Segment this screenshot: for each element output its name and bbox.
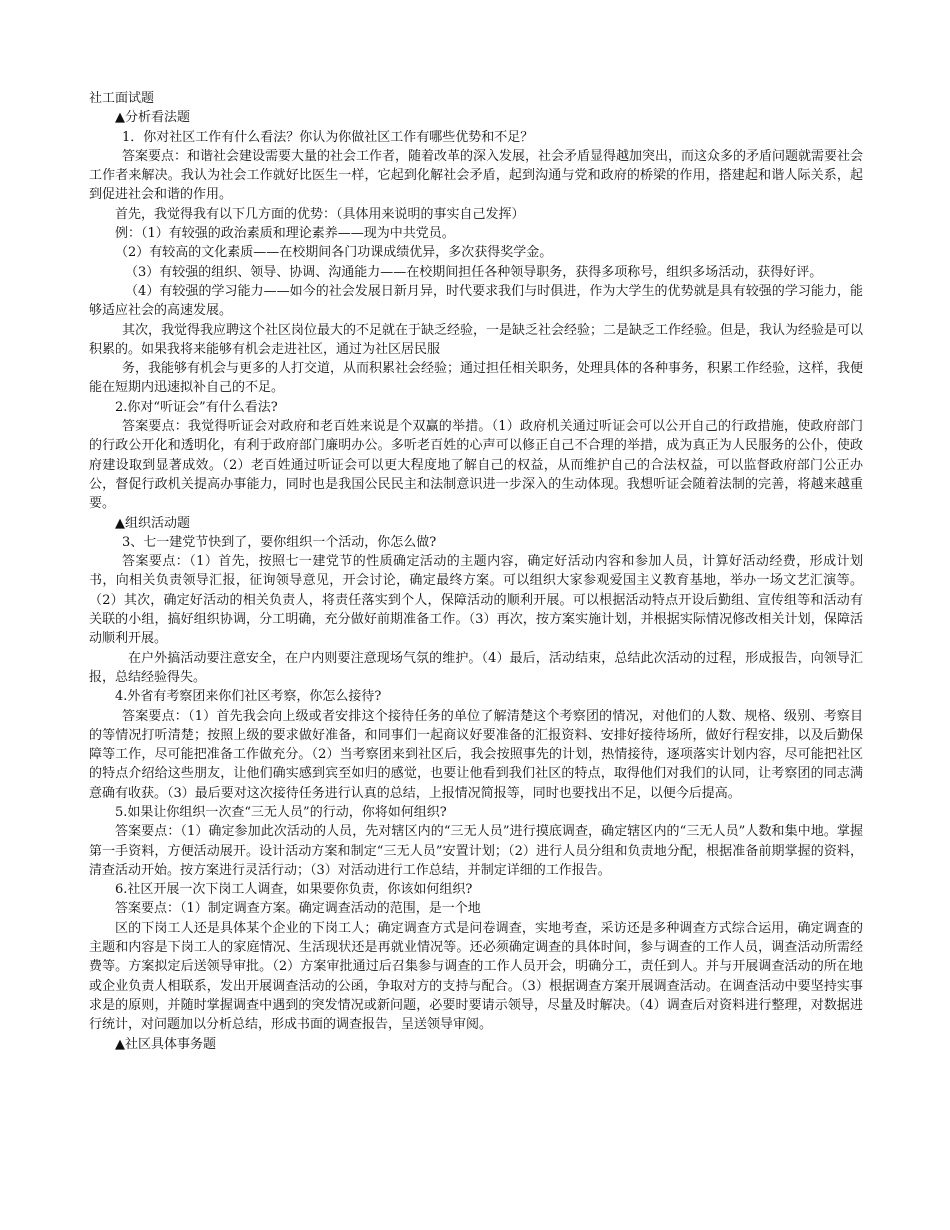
paragraph: ▲社区具体事务题 xyxy=(115,1036,216,1052)
paragraph: 首先，我觉得我有以下几方面的优势：（具体用来说明的事实自己发挥） xyxy=(115,206,525,222)
paragraph: 答案要点：（1）制定调查方案。确定调查活动的范围，是一个地 xyxy=(115,901,481,917)
paragraph: 其次，我觉得我应聘这个社区岗位最大的不足就在于缺乏经验，一是缺乏社会经验；二是缺乏工作经验。但是，我认为经验是可以积累的。如果我将来能够有机会走进社区，通过为社区居民服 xyxy=(89,322,864,357)
document-body xyxy=(89,108,863,1054)
paragraph: 答案要点：（1）首先我会向上级或者安排这个接待任务的单位了解清楚这个考察团的情况，对他们的人数、规格、级别、考察目的等情况打听清楚；按照上级的要求做好准备，和同事们一起商议好要准备的汇报资料、安排好接待场所，做好行程安排，以及后勤保障等工作，尽可能把准备工作做充分。（2）当考察团来到社区后，我会按照事先的计划，热情接待，逐项落实计划内容，尽可能把社区的特点介绍给这些朋友，让他们确实感到宾至如归的感觉，也要让他看到我们社区的特点，取得他们对我们的认同，让考察团的同志满意确有收获。（3）最后要对这次接待任务进行认真的总结，上报情况简报等，同时也要找出不足，以便今后提高。 xyxy=(89,708,863,801)
paragraph: 例：（1）有较强的政治素质和理论素养——现为中共党员。 xyxy=(115,226,455,242)
document-title: 社工面试题 xyxy=(89,91,155,106)
paragraph: （2）有较高的文化素质——在校期间各门功课成绩优异，多次获得奖学金。 xyxy=(115,245,553,261)
paragraph: 答案要点：我觉得听证会对政府和老百姓来说是个双赢的举措。（1）政府机关通过听证会可以公开自己的行政措施，使政府部门的行政公开化和透明化，有利于政府部门廉明办公。多听老百姓的心声可以修正自己不合理的举措，成为真正为人民服务的公仆，使政府建设取到显著成效。（2）老百姓通过听证会可以更大程度地了解自己的权益，从而维护自己的合法权益，可以监督政府部门公正办公，督促行政机关提高办事能力，同时也是我国公民民主和法制意识进一步深入的生动体现。我想听证会随着法制的完善，将越来越重要。 xyxy=(89,419,863,512)
paragraph: 答案要点：（1）确定参加此次活动的人员，先对辖区内的“三无人员”进行摸底调查，确定辖区内的“三无人员”人数和集中地。掌握第一手资料，方便活动展开。设计活动方案和制定“三无人员”安置计划；（2）进行人员分组和负责地分配，根据准备前期掌握的资料，清查活动开始。按方案进行灵活行动；（3）对活动进行工作总结，并制定详细的工作报告。 xyxy=(89,824,863,878)
paragraph: （3）有较强的组织、领导、协调、沟通能力——在校期间担任各种领导职务，获得多项称号，组织多场活动，获得好评。 xyxy=(125,264,823,280)
paragraph: 4.外省有考察团来你们社区考察，你怎么接待? xyxy=(115,689,382,705)
paragraph: 答案要点：和谐社会建设需要大量的社会工作者，随着改革的深入发展，社会矛盾显得越加突出，而这众多的矛盾问题就需要社会工作者来解决。我认为社会工作就好比医生一样，它起到化解社会矛盾，起到沟通与党和政府的桥梁的作用，搭建起和谐人际关系，起到促进社会和谐的作用。 xyxy=(89,148,864,203)
paragraph: 1．你对社区工作有什么看法？你认为你做社区工作有哪些优势和不足？ xyxy=(122,129,534,145)
document-page xyxy=(89,89,863,1054)
paragraph: 5.如果让你组织一次查“三无人员”的行动，你将如何组织? xyxy=(115,804,447,820)
paragraph: 在户外搞活动要注意安全，在户内则要注意现场气氛的维护。（4）最后，活动结束，总结此次活动的过程，形成报告，向领导汇报，总结经验得失。 xyxy=(89,650,863,685)
paragraph: 务，我能够有机会与更多的人打交道，从而积累社会经验；通过担任相关职务，处理具体的各种事务，积累工作经验，这样，我便能在短期内迅速拟补自己的不足。 xyxy=(89,361,864,396)
paragraph: 答案要点：（1）首先，按照七一建党节的性质确定活动的主题内容，确定好活动内容和参加人员，计算好活动经费，形成计划书，向相关负责领导汇报，征询领导意见，开会讨论，确定最终方案。可以组织大家参观爱国主义教育基地，举办一场文艺汇演等。（2）其次，确定好活动的相关负责人，将责任落实到个人，保障活动的顺利开展。可以根据活动特点开设后勤组、宣传组等和活动有关联的小组，搞好组织协调，分工明确，充分做好前期准备工作。（3）再次，按方案实施计划，并根据实际情况修改相关计划，保障活动顺利开展。 xyxy=(89,554,863,647)
paragraph: ▲分析看法题 xyxy=(115,110,190,126)
paragraph: 区的下岗工人还是具体某个企业的下岗工人；确定调查方式是问卷调查，实地考查，采访还是多种调查方式综合运用，确定调查的主题和内容是下岗工人的家庭情况、生活现状还是再就业情况等。还必须确定调查的具体时间，参与调查的工作人员，调查活动所需经费等。方案拟定后送领导审批。（2）方案审批通过后召集参与调查的工作人员开会，明确分工，责任到人。并与开展调查活动的所在地或企业负责人相联系，发出开展调查活动的公函，争取对方的支持与配合。（3）根据调查方案开展调查活动。在调查活动中要坚持实事求是的原则，并随时掌握调查中遇到的突发情况或新问题，必要时要请示领导，尽量及时解决。（4）调查后对资料进行整理，对数据进行统计，对问题加以分析总结，形成书面的调查报告，呈送领导审阅。 xyxy=(89,920,863,1033)
paragraph: ▲组织活动题 xyxy=(115,515,190,531)
paragraph: 2.你对“听证会”有什么看法? xyxy=(115,399,278,415)
paragraph: 6.社区开展一次下岗工人调查，如果要你负责，你该如何组织? xyxy=(115,882,473,898)
paragraph: 3、七一建党节快到了，要你组织一个活动，你怎么做? xyxy=(122,534,437,550)
paragraph: （4）有较强的学习能力——如今的社会发展日新月异，时代要求我们与时俱进，作为大学生的优势就是具有较强的学习能力，能够适应社会的高速发展。 xyxy=(89,283,863,319)
